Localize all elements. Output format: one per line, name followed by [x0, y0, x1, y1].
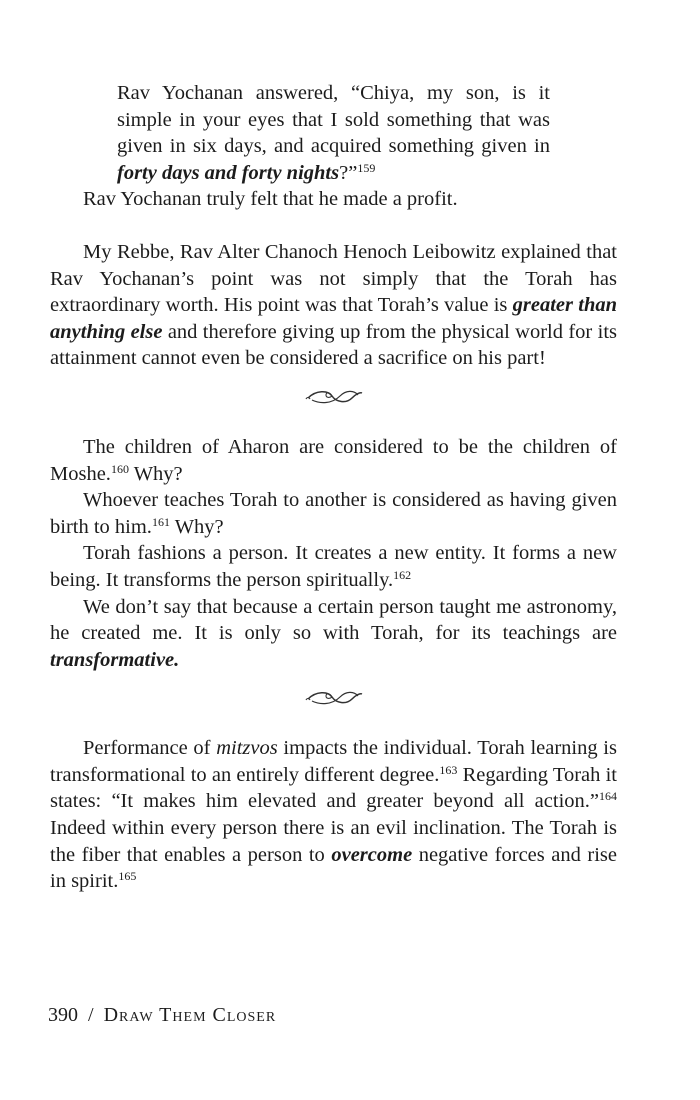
aharon-why: Why?	[128, 462, 183, 485]
astronomy-text: We don’t say that because a certain person taught me astronomy, he created me. It is only so with Torah, for its teachings are	[50, 595, 617, 645]
rebbe-emphasis: greater than anything else	[50, 294, 617, 343]
paragraph-profit: Rav Yochanan truly felt that he made a profit.	[83, 188, 458, 211]
footnote-ref-164: 164	[599, 789, 617, 804]
mitzvos-text-2: impacts the individual. Torah learning is transformational to an entirely different degree.	[50, 737, 617, 786]
page-footer	[48, 1004, 276, 1027]
teaches-why: Why?	[169, 515, 224, 538]
section-divider-1	[50, 372, 617, 434]
section-divider-2	[50, 673, 617, 735]
page-body	[50, 0, 617, 895]
mitzvos-text-5: negative forces and rise in spirit.	[50, 843, 617, 893]
footnote-ref-162: 162	[393, 567, 412, 582]
footnote-ref-161: 161	[151, 514, 170, 529]
mitzvos-text-1: Performance of	[83, 737, 217, 760]
footnote-ref-160: 160	[110, 461, 129, 476]
teaches-text: Whoever teaches Torah to another is considered as having given birth to him.	[50, 489, 617, 538]
quotation-block	[117, 80, 550, 186]
quote-emphasis: forty days and forty nights	[117, 161, 340, 184]
footnote-ref-165: 165	[118, 869, 137, 884]
overcome-emphasis: overcome	[331, 843, 413, 866]
paragraph-fashions	[50, 540, 617, 593]
rebbe-text: My Rebbe, Rav Alter Chanoch Henoch Leibowitz explained that Rav Yochanan’s point was not simply that the Torah has extraordinary worth. His point was that Torah’s value is	[50, 240, 617, 317]
footnote-ref-163: 163	[439, 762, 458, 777]
fashions-text: Torah fashions a person. It creates a new entity. It forms a new being. It transforms the person spiritually.	[50, 542, 617, 591]
page-number: 390	[48, 1004, 78, 1026]
paragraph-astronomy	[50, 594, 617, 674]
mitzvos-italic: mitzvos	[216, 737, 278, 760]
footnote-ref-159: 159	[357, 160, 376, 175]
paragraph-rebbe	[50, 239, 617, 372]
footer-separator: /	[88, 1004, 94, 1026]
rebbe-text-end: and therefore giving up from the physical world for its attainment cannot even be considered a sacrifice on his part!	[50, 320, 617, 370]
running-head-title: Draw Them Closer	[103, 1004, 277, 1026]
aharon-text: The children of Aharon are considered to be the children of Moshe.	[50, 435, 617, 485]
mitzvos-text-4: Indeed within every person there is an evil inclination. The Torah is the fiber that enables a person to	[50, 817, 617, 866]
paragraph-teaches	[50, 487, 617, 540]
quote-text-end: ?”	[339, 161, 358, 184]
quote-text: Rav Yochanan answered, “Chiya, my son, is it simple in your eyes that I sold something that was given in six days, and acquired something given in	[117, 82, 550, 158]
flourish-ornament-icon	[302, 687, 366, 709]
transformative-emphasis: transformative.	[50, 648, 180, 671]
mitzvos-text-3: Regarding Torah it states: “It makes him elevated and greater beyond all action.”	[50, 763, 617, 813]
paragraph-aharon	[50, 434, 617, 487]
paragraph-mitzvos	[50, 735, 617, 895]
flourish-ornament-icon	[302, 386, 366, 408]
